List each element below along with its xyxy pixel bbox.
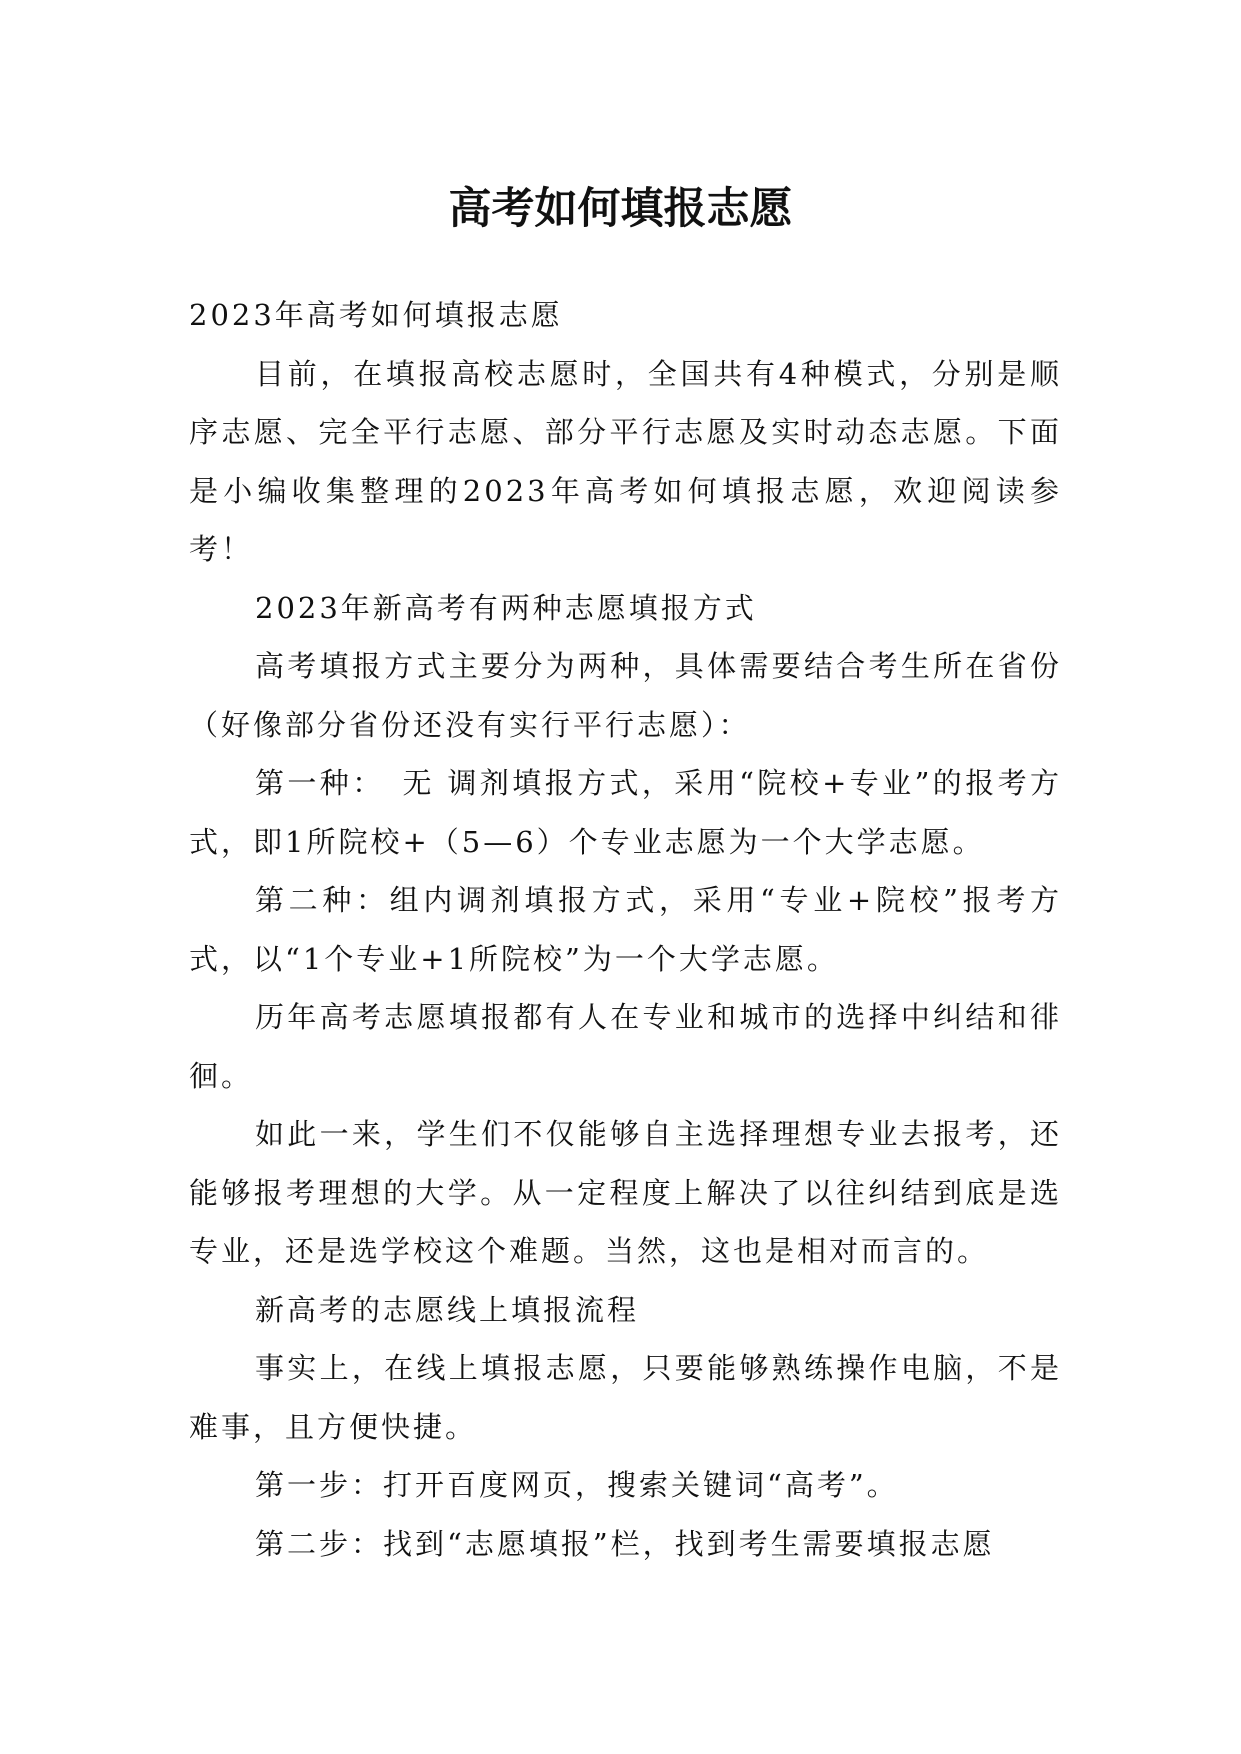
paragraph-online-filling: 事实上，在线上填报志愿，只要能够熟练操作电脑，不是难事，且方便快捷。 (189, 1351, 1062, 1444)
section-heading-online-process: 新高考的志愿线上填报流程 (255, 1292, 640, 1327)
section-heading-two-methods: 2023年新高考有两种志愿填报方式 (255, 590, 757, 625)
paragraph-method-two: 第二种：组内调剂填报方式，采用“专业+院校”报考方式，以“1个专业+1所院校”为一个大学志愿。 (189, 883, 1062, 976)
paragraph-step-one: 第一步：打开百度网页，搜索关键词“高考”。 (255, 1468, 899, 1502)
paragraph-intro: 目前，在填报高校志愿时，全国共有4种模式，分别是顺序志愿、完全平行志愿、部分平行志愿及实时动态志愿。下面是小编收集整理的2023年高考如何填报志愿，欢迎阅读参考！ (189, 356, 1062, 566)
paragraph-step-two: 第二步：找到“志愿填报”栏，找到考生需要填报志愿 (255, 1526, 995, 1561)
paragraph-main-methods: 高考填报方式主要分为两种，具体需要结合考生所在省份（好像部分省份还没有实行平行志愿）： (189, 649, 1062, 742)
document-title: 高考如何填报志愿 (448, 183, 793, 234)
paragraph-method-one: 第一种： 无 调剂填报方式，采用“院校+专业”的报考方式，即1所院校+（5—6）个专业志愿为一个大学志愿。 (189, 766, 1062, 859)
paragraph-benefits: 如此一来，学生们不仅能够自主选择理想专业去报考，还能够报考理想的大学。从一定程度上解决了以往纠结到底是选专业，还是选学校这个难题。当然，这也是相对而言的。 (189, 1117, 1062, 1268)
section-heading-2023-volunteer: 2023年高考如何填报志愿 (189, 298, 563, 332)
document-body (189, 286, 1062, 1573)
paragraph-major-city-choice: 历年高考志愿填报都有人在专业和城市的选择中纠结和徘徊。 (189, 1000, 1062, 1093)
